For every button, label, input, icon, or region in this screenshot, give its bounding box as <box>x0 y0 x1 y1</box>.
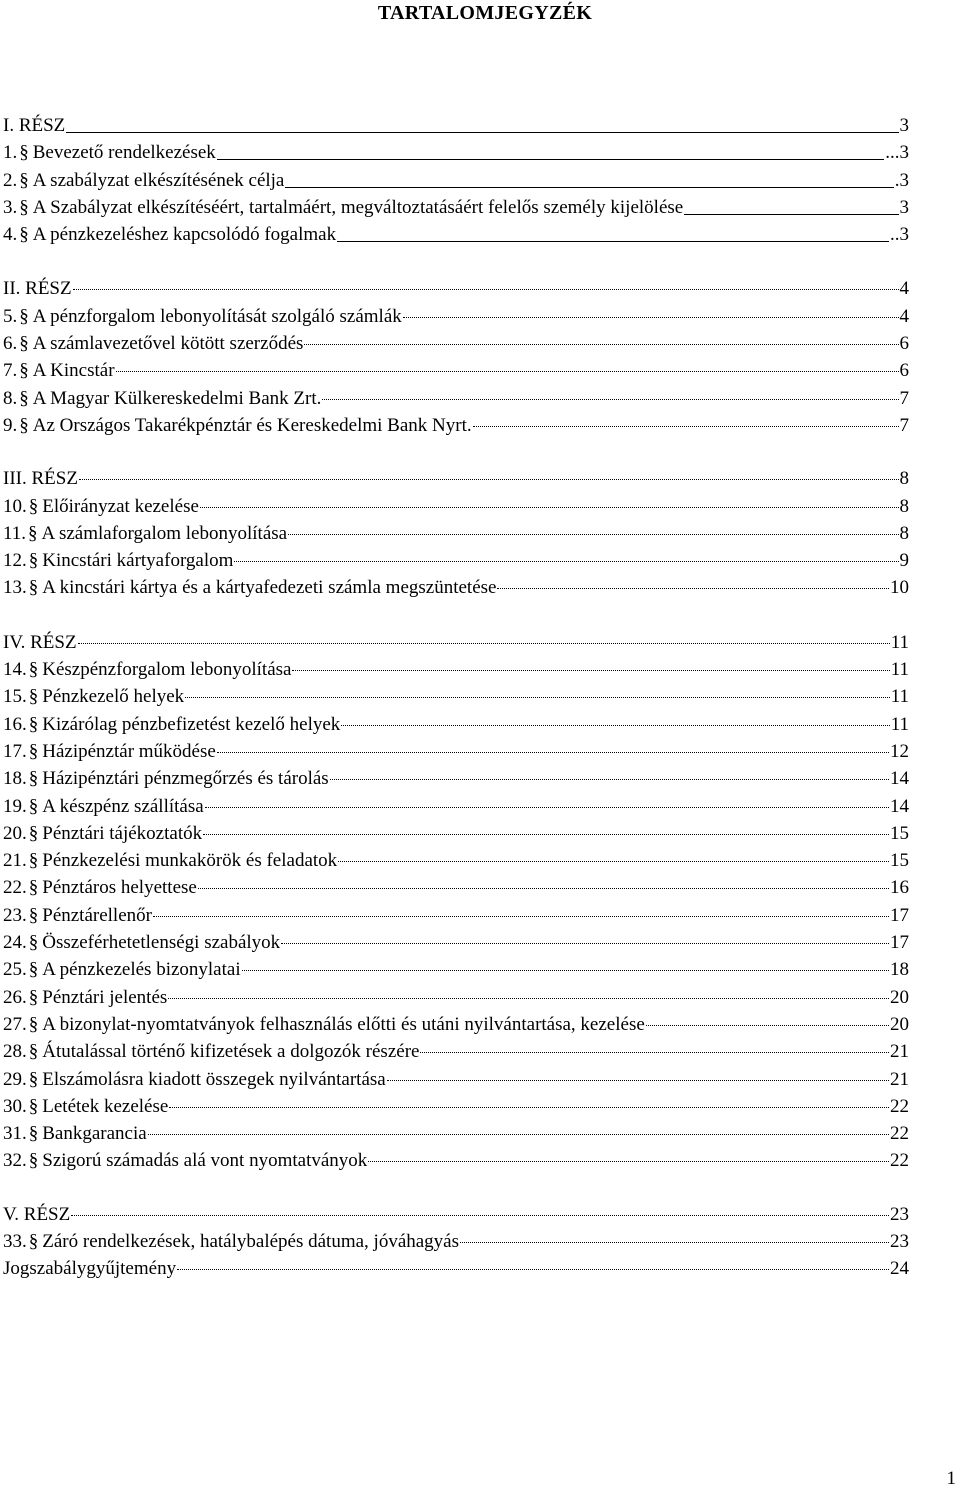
toc-entry[interactable] <box>3 711 909 738</box>
toc-entry-page: 8 <box>899 522 909 544</box>
section-sign-icon: § <box>28 850 39 872</box>
toc-entry-title[interactable]: A Magyar Külkereskedelmi Bank Zrt. <box>32 387 322 409</box>
toc-entry[interactable] <box>3 221 909 248</box>
toc-entry-title[interactable]: Készpénzforgalom lebonyolítása <box>42 659 292 681</box>
toc-leader <box>288 534 898 535</box>
toc-entry-page: 20 <box>890 1013 909 1035</box>
toc-leader <box>322 399 898 400</box>
toc-entry[interactable] <box>3 1255 909 1282</box>
toc-leader <box>304 344 898 345</box>
toc-entry-title[interactable]: Előirányzat kezelése <box>42 495 199 517</box>
section-sign-icon: § <box>19 305 29 327</box>
toc-entry[interactable] <box>3 1011 909 1038</box>
toc-entry[interactable] <box>3 765 909 792</box>
toc-entry[interactable] <box>3 167 909 194</box>
toc-entry-title[interactable]: Pénztáros helyettese <box>42 877 197 899</box>
toc-entry-title[interactable]: A szabályzat elkészítésének célja <box>32 169 285 191</box>
toc-entry[interactable] <box>3 793 909 820</box>
toc-entry[interactable] <box>3 902 909 929</box>
toc-leader <box>217 159 884 160</box>
toc-entry-number: 3. <box>3 196 18 218</box>
toc-entry[interactable] <box>3 629 909 656</box>
toc-leader <box>337 241 889 242</box>
toc-entry-title[interactable]: Elszámolásra kiadott összegek nyilvántartása <box>42 1068 386 1090</box>
toc-leader <box>330 779 889 780</box>
toc-entry-number: 20. <box>3 822 27 844</box>
toc-entry-title[interactable]: A Szabályzat elkészítéséért, tartalmáért, megváltoztatásáért felelős személy kijelölése <box>32 196 684 218</box>
table-of-contents <box>3 112 909 1283</box>
toc-leader <box>217 752 889 753</box>
toc-entry-number: 15. <box>3 686 27 708</box>
toc-entry-page: 14 <box>890 795 909 817</box>
toc-entry-number: 11. <box>3 522 27 544</box>
toc-entry-page: ..3 <box>890 224 909 246</box>
toc-entry[interactable] <box>3 357 909 384</box>
toc-entry[interactable] <box>3 547 909 574</box>
toc-entry-title[interactable]: A számlaforgalom lebonyolítása <box>41 522 288 544</box>
section-sign-icon: § <box>28 1230 39 1252</box>
section-sign-icon: § <box>19 414 29 436</box>
section-sign-icon: § <box>19 333 29 355</box>
toc-leader <box>460 1242 889 1243</box>
toc-entry-page: 3 <box>899 115 909 136</box>
toc-entry-page: 21 <box>890 1041 909 1063</box>
toc-entry[interactable] <box>3 194 909 221</box>
section-sign-icon: § <box>28 932 39 954</box>
toc-entry-number: 5. <box>3 305 18 327</box>
section-sign-icon: § <box>28 522 38 544</box>
toc-leader <box>205 807 889 808</box>
toc-entry-page: 10 <box>890 577 909 599</box>
toc-entry-page: 3 <box>899 196 909 218</box>
toc-entry[interactable] <box>3 847 909 874</box>
toc-entry-number: 18. <box>3 768 27 790</box>
toc-entry-title[interactable]: II. RÉSZ <box>3 278 72 300</box>
toc-entry-number: 27. <box>3 1013 27 1035</box>
toc-entry-title[interactable]: Házipénztári pénzmegőrzés és tárolás <box>42 768 329 790</box>
document-title: TARTALOMJEGYZÉK <box>377 2 593 24</box>
toc-leader <box>169 1107 889 1108</box>
toc-entry-page: 22 <box>890 1150 909 1172</box>
section-sign-icon: § <box>28 659 39 681</box>
toc-entry-title[interactable]: Kizárólag pénzbefizetést kezelő helyek <box>42 713 341 735</box>
section-sign-icon: § <box>28 959 39 981</box>
toc-entry-number: 13. <box>3 577 27 599</box>
toc-entry-number: 28. <box>3 1041 27 1063</box>
toc-entry-title[interactable]: A bizonylat-nyomtatványok felhasználás előtti és utáni nyilvántartása, kezelése <box>42 1013 645 1035</box>
section-sign-icon: § <box>28 1123 39 1145</box>
toc-leader <box>646 1025 889 1026</box>
toc-entry[interactable] <box>3 275 909 302</box>
section-sign-icon: § <box>19 142 29 164</box>
toc-entry-number: 7. <box>3 360 18 382</box>
section-sign-icon: § <box>28 495 39 517</box>
toc-entry-title[interactable]: A számlavezetővel kötött szerződés <box>32 333 304 355</box>
section-sign-icon: § <box>28 686 39 708</box>
toc-entry-number: 2. <box>3 169 18 191</box>
section-sign-icon: § <box>28 822 39 844</box>
toc-entry-title[interactable]: Jogszabálygyűjtemény <box>3 1258 177 1280</box>
toc-entry-title[interactable]: Pénztárellenőr <box>42 904 152 926</box>
toc-entry-number: 6. <box>3 333 18 355</box>
toc-entry-number: 8. <box>3 387 18 409</box>
toc-leader <box>281 943 889 944</box>
toc-entry-title[interactable]: Az Országos Takarékpénztár és Kereskedelmi Bank Nyrt. <box>32 414 472 436</box>
toc-entry-page: 11 <box>890 686 909 708</box>
toc-leader <box>497 588 889 589</box>
toc-entry-number: 32. <box>3 1150 27 1172</box>
toc-entry-page: 6 <box>899 360 909 382</box>
toc-leader <box>341 725 889 726</box>
toc-entry[interactable] <box>3 385 909 412</box>
toc-entry[interactable] <box>3 683 909 710</box>
toc-leader <box>292 670 889 671</box>
toc-entry-page: .3 <box>894 169 909 191</box>
page-number: 1 <box>946 1468 956 1489</box>
toc-entry-title[interactable]: Pénztári tájékoztatók <box>42 822 203 844</box>
toc-leader <box>684 214 898 215</box>
section-sign-icon: § <box>28 1095 39 1117</box>
toc-entry[interactable] <box>3 1228 909 1255</box>
toc-entry[interactable] <box>3 520 909 547</box>
toc-leader <box>420 1052 889 1053</box>
toc-entry-title[interactable]: A pénzkezelés bizonylatai <box>42 959 241 981</box>
toc-entry-title[interactable]: Letétek kezelése <box>42 1095 169 1117</box>
toc-entry-title[interactable]: III. RÉSZ <box>3 468 78 490</box>
toc-entry[interactable] <box>3 1038 909 1065</box>
toc-entry-page: 8 <box>899 495 909 517</box>
toc-entry-page: 11 <box>890 659 909 681</box>
toc-entry-page: 15 <box>890 850 909 872</box>
toc-entry-page: 11 <box>890 631 909 653</box>
toc-entry-title[interactable]: A készpénz szállítása <box>42 795 204 817</box>
toc-entry-page: 7 <box>899 387 909 409</box>
toc-entry-number: 4. <box>3 224 18 246</box>
toc-entry-page: 16 <box>890 877 909 899</box>
toc-entry-number: 16. <box>3 713 27 735</box>
section-sign-icon: § <box>28 1068 39 1090</box>
toc-entry-page: 22 <box>890 1095 909 1117</box>
toc-leader <box>177 1269 889 1270</box>
toc-entry-number: 25. <box>3 959 27 981</box>
section-sign-icon: § <box>28 877 39 899</box>
toc-entry-number: 22. <box>3 877 27 899</box>
toc-entry-page: 4 <box>899 305 909 327</box>
toc-entry-page: 23 <box>890 1203 909 1225</box>
section-sign-icon: § <box>28 1150 39 1172</box>
section-sign-icon: § <box>28 768 39 790</box>
toc-entry-title[interactable]: Összeférhetetlenségi szabályok <box>42 932 281 954</box>
toc-entry[interactable] <box>3 738 909 765</box>
toc-entry[interactable] <box>3 1066 909 1093</box>
toc-leader <box>71 1215 889 1216</box>
toc-entry[interactable] <box>3 139 909 166</box>
toc-leader <box>473 426 899 427</box>
toc-leader <box>153 916 889 917</box>
toc-entry-page: ...3 <box>885 142 909 164</box>
toc-entry[interactable] <box>3 1201 909 1228</box>
toc-entry-number: 12. <box>3 550 27 572</box>
toc-entry[interactable] <box>3 984 909 1011</box>
toc-entry[interactable] <box>3 465 909 492</box>
toc-leader <box>387 1080 889 1081</box>
toc-leader <box>234 561 898 562</box>
toc-leader <box>198 888 889 889</box>
section-sign-icon: § <box>28 986 39 1008</box>
toc-entry[interactable] <box>3 656 909 683</box>
toc-entry-page: 14 <box>890 768 909 790</box>
section-sign-icon: § <box>19 169 29 191</box>
toc-entry-number: 14. <box>3 659 27 681</box>
toc-entry-number: 33. <box>3 1230 27 1252</box>
section-sign-icon: § <box>28 1013 39 1035</box>
toc-entry-title[interactable]: Szigorú számadás alá vont nyomtatványok <box>42 1150 368 1172</box>
toc-entry-number: 21. <box>3 850 27 872</box>
toc-entry-title[interactable]: IV. RÉSZ <box>3 631 77 653</box>
toc-leader <box>242 970 889 971</box>
toc-entry-number: 31. <box>3 1123 27 1145</box>
toc-entry-page: 12 <box>890 740 909 762</box>
toc-entry[interactable] <box>3 303 909 330</box>
toc-entry-title[interactable]: A kincstári kártya és a kártyafedezeti számla megszüntetése <box>42 577 497 599</box>
toc-entry[interactable] <box>3 820 909 847</box>
toc-leader <box>368 1161 889 1162</box>
toc-leader <box>403 317 899 318</box>
toc-entry-title[interactable]: Bankgarancia <box>42 1123 147 1145</box>
section-sign-icon: § <box>28 795 39 817</box>
toc-entry-page: 18 <box>890 959 909 981</box>
toc-entry-title[interactable]: Bevezető rendelkezések <box>32 142 216 164</box>
toc-entry-page: 8 <box>899 468 909 490</box>
toc-entry[interactable] <box>3 330 909 357</box>
section-sign-icon: § <box>28 1041 39 1063</box>
toc-entry[interactable] <box>3 493 909 520</box>
toc-entry-number: 30. <box>3 1095 27 1117</box>
toc-entry[interactable] <box>3 112 909 139</box>
section-sign-icon: § <box>19 360 29 382</box>
toc-entry[interactable] <box>3 574 909 601</box>
toc-leader <box>116 371 899 372</box>
toc-entry-title[interactable]: I. RÉSZ <box>3 115 66 136</box>
toc-entry-page: 20 <box>890 986 909 1008</box>
toc-entry-title[interactable]: Házipénztár működése <box>42 740 216 762</box>
section-sign-icon: § <box>28 904 39 926</box>
toc-entry-title[interactable]: Pénzkezelő helyek <box>42 686 185 708</box>
toc-entry-number: 17. <box>3 740 27 762</box>
section-sign-icon: § <box>28 740 39 762</box>
toc-entry-title[interactable]: Kincstári kártyaforgalom <box>42 550 234 572</box>
toc-leader <box>66 132 898 133</box>
toc-leader <box>148 1134 889 1135</box>
toc-entry-title[interactable]: A Kincstár <box>32 360 115 382</box>
section-sign-icon: § <box>28 550 39 572</box>
toc-entry-number: 1. <box>3 142 18 164</box>
toc-leader <box>78 643 890 644</box>
toc-entry-number: 24. <box>3 932 27 954</box>
toc-leader <box>168 998 889 999</box>
toc-entry[interactable] <box>3 956 909 983</box>
section-sign-icon: § <box>19 387 29 409</box>
toc-entry-page: 17 <box>890 904 909 926</box>
toc-leader <box>200 507 899 508</box>
toc-leader <box>285 187 893 188</box>
toc-entry-number: 9. <box>3 414 18 436</box>
toc-entry-page: 15 <box>890 822 909 844</box>
toc-entry-page: 11 <box>890 713 909 735</box>
toc-entry-page: 9 <box>899 550 909 572</box>
toc-entry[interactable] <box>3 1120 909 1147</box>
toc-entry-title[interactable]: A pénzkezeléshez kapcsolódó fogalmak <box>32 224 337 246</box>
toc-leader <box>338 861 889 862</box>
toc-entry-number: 23. <box>3 904 27 926</box>
toc-entry-title[interactable]: Pénzkezelési munkakörök és feladatok <box>42 850 338 872</box>
section-sign-icon: § <box>19 196 29 218</box>
toc-entry-title[interactable]: A pénzforgalom lebonyolítását szolgáló számlák <box>32 305 402 327</box>
toc-leader <box>73 289 899 290</box>
toc-entry-page: 17 <box>890 932 909 954</box>
toc-entry[interactable] <box>3 874 909 901</box>
toc-entry-page: 23 <box>890 1230 909 1252</box>
toc-entry[interactable] <box>3 1093 909 1120</box>
toc-entry-page: 21 <box>890 1068 909 1090</box>
toc-entry-number: 10. <box>3 495 27 517</box>
toc-entry-title[interactable]: Záró rendelkezések, hatálybalépés dátuma, jóváhagyás <box>42 1230 460 1252</box>
toc-entry-page: 6 <box>899 333 909 355</box>
toc-entry[interactable] <box>3 929 909 956</box>
section-sign-icon: § <box>28 713 39 735</box>
section-sign-icon: § <box>28 577 39 599</box>
section-sign-icon: § <box>19 224 29 246</box>
toc-entry-number: 29. <box>3 1068 27 1090</box>
toc-entry-title[interactable]: Pénztári jelentés <box>42 986 168 1008</box>
toc-entry-page: 4 <box>899 278 909 300</box>
toc-entry-title[interactable]: Átutalással történő kifizetések a dolgozók részére <box>42 1041 420 1063</box>
toc-entry[interactable] <box>3 412 909 439</box>
toc-entry-title[interactable]: V. RÉSZ <box>3 1203 71 1225</box>
toc-leader <box>79 479 899 480</box>
toc-leader <box>185 697 890 698</box>
toc-leader <box>203 834 889 835</box>
toc-entry-page: 24 <box>890 1258 909 1280</box>
toc-entry-page: 22 <box>890 1123 909 1145</box>
toc-entry-page: 7 <box>899 414 909 436</box>
toc-entry-number: 19. <box>3 795 27 817</box>
toc-entry-number: 26. <box>3 986 27 1008</box>
toc-entry[interactable] <box>3 1147 909 1174</box>
